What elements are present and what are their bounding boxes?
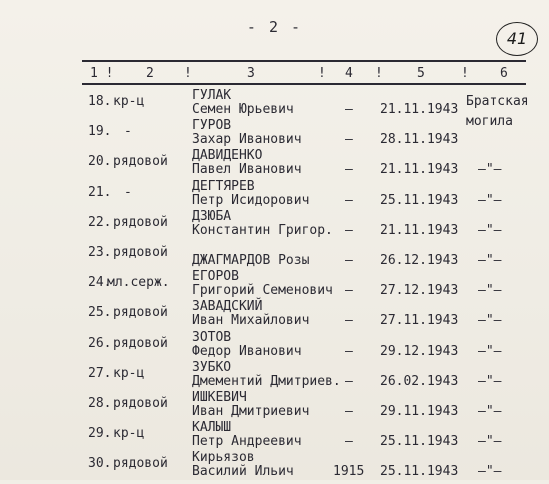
- row-number: 19.: [88, 124, 112, 140]
- burial-place-cell: могила: [466, 114, 513, 130]
- row-number: 29.: [88, 426, 112, 442]
- surname-cell: ИШКЕВИЧ: [192, 390, 247, 405]
- header-sep-2: !: [318, 66, 326, 81]
- table-row: [0, 269, 549, 303]
- birth-year-cell: –: [345, 373, 353, 389]
- table-row: [0, 239, 549, 273]
- birth-year-cell: –: [345, 434, 353, 450]
- row-number: 21.: [88, 184, 112, 200]
- row-number: 28.: [88, 396, 112, 411]
- death-date-cell: 26.02.1943: [380, 373, 459, 389]
- surname-cell: ДЗЮБА: [192, 208, 232, 224]
- birth-year-cell: –: [345, 162, 353, 178]
- row-number: 25.: [88, 305, 112, 321]
- rank-cell: кр-ц: [113, 426, 145, 442]
- rank-cell: рядовой: [113, 335, 168, 351]
- death-date-cell: 29.12.1943: [380, 343, 459, 359]
- table-row: [0, 179, 549, 213]
- death-date-cell: 27.11.1943: [380, 313, 459, 329]
- birth-year-cell: –: [345, 343, 353, 359]
- surname-cell: ГУЛАК: [192, 88, 232, 103]
- burial-place-cell: –"–: [478, 404, 502, 419]
- header-bottom-rule: [82, 83, 526, 85]
- birth-year-cell: –: [345, 313, 353, 329]
- death-date-cell: 25.11.1943: [380, 434, 459, 450]
- table-row: [0, 114, 549, 152]
- header-col-5: 5: [417, 66, 425, 81]
- header-sep-3: !: [375, 66, 383, 81]
- row-number: 27.: [88, 365, 112, 381]
- given-name-cell: ДЖАГМАРДОВ Розы: [192, 253, 310, 268]
- burial-place-cell: –"–: [478, 162, 502, 178]
- burial-place-cell: –"–: [478, 222, 502, 238]
- table-row: [0, 330, 549, 364]
- death-date-cell: 25.11.1943: [380, 464, 459, 480]
- rank-cell: кр-ц: [113, 365, 145, 381]
- burial-place-cell: –"–: [478, 464, 502, 480]
- row-number: 22.: [88, 214, 112, 230]
- given-name-cell: Захар Иванович: [192, 132, 302, 148]
- rank-cell: -: [124, 124, 132, 140]
- burial-place-cell: –"–: [478, 373, 502, 389]
- rank-cell: рядовой: [113, 456, 168, 472]
- burial-place-cell: –"–: [478, 253, 502, 268]
- header-col-1: 1 !: [90, 66, 114, 81]
- birth-year-cell: –: [345, 283, 353, 299]
- death-date-cell: 25.11.1943: [380, 192, 459, 208]
- handwritten-page-stamp: 41: [496, 22, 538, 56]
- surname-cell: ГУРОВ: [192, 118, 232, 134]
- given-name-cell: Дмементий Дмитриев.: [192, 373, 341, 389]
- rank-cell: кр-ц: [113, 94, 145, 109]
- rank-cell: рядовой: [113, 154, 168, 170]
- rank-cell: -: [124, 184, 132, 200]
- row-number: 18.: [88, 94, 112, 109]
- header-sep-1: !: [184, 66, 192, 81]
- surname-cell: ДАВИДЕНКО: [192, 148, 263, 164]
- table-row: [0, 209, 549, 243]
- burial-place-cell: –"–: [478, 192, 502, 208]
- header-col-2: 2: [146, 66, 154, 81]
- header-col-3: 3: [247, 66, 255, 81]
- death-date-cell: 21.11.1943: [380, 222, 459, 238]
- rank-cell: рядовой: [113, 396, 168, 411]
- birth-year-cell: –: [345, 253, 353, 268]
- birth-year-cell: –: [345, 192, 353, 208]
- death-date-cell: 26.12.1943: [380, 253, 459, 268]
- burial-place-cell: –"–: [478, 343, 502, 359]
- row-number: 26.: [88, 335, 112, 351]
- header-col-6: 6: [500, 66, 508, 81]
- surname-cell: ЕГОРОВ: [192, 269, 239, 285]
- surname-cell: ЗАВАДСКИЙ: [192, 299, 263, 315]
- birth-year-cell: –: [345, 222, 353, 238]
- birth-year-cell: –: [345, 132, 353, 148]
- death-date-cell: 28.11.1943: [380, 132, 459, 148]
- given-name-cell: Семен Юрьевич: [192, 102, 294, 117]
- given-name-cell: Григорий Семенович: [192, 283, 333, 299]
- birth-year-cell: 1915: [333, 464, 365, 480]
- table-row: [0, 148, 549, 182]
- rank-cell: мл.серж.: [107, 275, 170, 291]
- burial-place-cell: –"–: [478, 283, 502, 299]
- row-number: 24.: [88, 275, 112, 291]
- header-top-rule: [82, 60, 526, 62]
- row-number: 30.: [88, 456, 112, 472]
- rank-cell: рядовой: [113, 214, 168, 230]
- header-sep-4: !: [461, 66, 469, 81]
- table-row: [0, 390, 549, 424]
- given-name-cell: Константин Григор.: [192, 222, 333, 238]
- burial-place-cell: Братская: [466, 94, 529, 109]
- given-name-cell: Василий Ильич: [192, 464, 294, 480]
- surname-cell: КАЛЫШ: [192, 420, 232, 436]
- surname-cell: ЗОТОВ: [192, 329, 232, 345]
- death-date-cell: 21.11.1943: [380, 102, 459, 117]
- surname-cell: ЗУБКО: [192, 359, 232, 375]
- table-row: [0, 420, 549, 454]
- death-date-cell: 29.11.1943: [380, 404, 459, 419]
- given-name-cell: Иван Михайлович: [192, 313, 310, 329]
- birth-year-cell: –: [345, 102, 353, 117]
- surname-cell: ДЕГТЯРЕВ: [192, 178, 255, 194]
- death-date-cell: 27.12.1943: [380, 283, 459, 299]
- rank-cell: рядовой: [113, 245, 168, 260]
- header-col-4: 4: [345, 66, 353, 81]
- given-name-cell: Федор Иванович: [192, 343, 302, 359]
- table-row: [0, 450, 549, 484]
- given-name-cell: Иван Дмитриевич: [192, 404, 310, 419]
- page-number: - 2 -: [246, 18, 303, 36]
- given-name-cell: Павел Иванович: [192, 162, 302, 178]
- table-row: [0, 299, 549, 333]
- row-number: 20.: [88, 154, 112, 170]
- table-row: [0, 360, 549, 394]
- row-number: 23.: [88, 245, 112, 260]
- given-name-cell: Петр Исидорович: [192, 192, 310, 208]
- rank-cell: рядовой: [113, 305, 168, 321]
- burial-place-cell: –"–: [478, 313, 502, 329]
- death-date-cell: 21.11.1943: [380, 162, 459, 178]
- burial-place-cell: –"–: [478, 434, 502, 450]
- given-name-cell: Петр Андреевич: [192, 434, 302, 450]
- surname-cell: Кирьязов: [192, 450, 255, 466]
- birth-year-cell: –: [345, 404, 353, 419]
